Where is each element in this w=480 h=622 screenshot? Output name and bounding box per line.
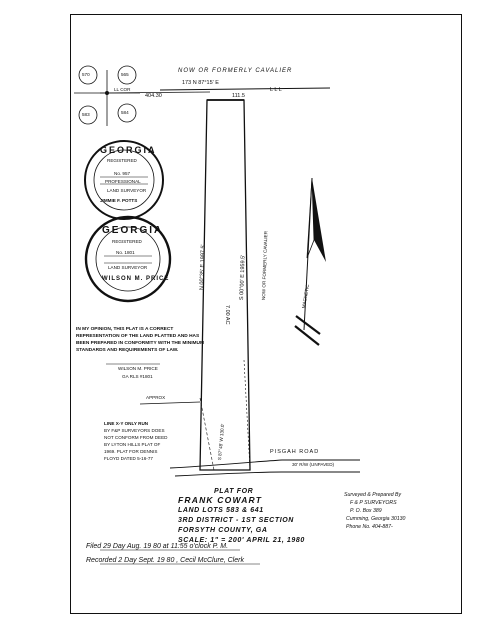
seal1-line1: REGISTERED xyxy=(107,158,137,163)
county-line: FORSYTH COUNTY, GA xyxy=(178,527,268,534)
corner-label: LL COR xyxy=(114,87,131,92)
signer-reg: GA RLS #1801 xyxy=(122,374,153,379)
land-lots-line: LAND LOTS 583 & 641 xyxy=(178,507,264,514)
lot-583: 583 xyxy=(82,112,90,117)
road-row: 30' R/W (UNPAVED) xyxy=(292,462,335,467)
seal2-top: GEORGIA xyxy=(102,225,164,236)
scale-date-line: SCALE: 1" = 200' APRIL 21, 1980 xyxy=(178,537,305,544)
surveyor-line: F & P SURVEYORS xyxy=(350,500,397,506)
note-line: 1969. PLAT FOR DENNIS xyxy=(104,449,158,454)
north-label: MAGNETIC xyxy=(301,283,311,309)
road-name: PISGAH ROAD xyxy=(270,449,320,455)
note-line: FLOYD DATED 5-16-77 xyxy=(104,456,153,461)
acreage: 7.00 AC xyxy=(224,305,230,325)
certification-statement: IN MY OPINION, THIS PLAT IS A CORRECT REPRESENTATION OF THE LAND PLATTED AND HAS BEEN PREPARED IN CONFORMITY WITH THE MINIMUM STANDARDS AND REQUIREMENTS OF LAW. xyxy=(76,327,205,353)
bearing-east: S 00°00' E 1959.5' xyxy=(239,254,247,301)
seal2-line1: REGISTERED xyxy=(112,239,142,244)
seal2-number: No. 1801 xyxy=(116,250,135,255)
surveyor-line: Surveyed & Prepared By xyxy=(344,492,402,498)
note-line: NOT CONFORM FROM DEED xyxy=(104,435,168,440)
seal1-line3: LAND SURVEYOR xyxy=(107,188,147,193)
owner-name: FRANK COWART xyxy=(178,495,263,505)
approx-line xyxy=(140,402,200,404)
lot-565: 565 xyxy=(121,72,129,77)
surveyor-line: Phone No. 404-887- xyxy=(346,524,393,530)
note-line: BY F&P SURVEYORS DOES xyxy=(104,428,165,433)
district-line: 3RD DISTRICT - 1ST SECTION xyxy=(178,517,294,524)
filed-line: Filed 29 Day Aug. 19 80 at 11:55 o'clock P. M. xyxy=(86,543,229,550)
line-mark: L L L xyxy=(270,87,282,93)
surveyor-line: Cumming, Georgia 30130 xyxy=(346,516,406,522)
dist-top: 111.5 xyxy=(232,93,245,99)
plat-for: PLAT FOR xyxy=(214,488,254,495)
north-arrow-bar1 xyxy=(296,316,320,334)
seal1-line2: PROFESSIONAL xyxy=(105,179,141,184)
lot-584: 584 xyxy=(121,110,129,115)
interior-dashed xyxy=(200,398,214,470)
seal1-top: GEORGIA xyxy=(100,145,157,155)
seal1-name: JIMMIE F. POTTS xyxy=(100,198,138,203)
dist-left-top: 404.30 xyxy=(145,93,162,99)
note-line: BY LYTON HILLS PLAT OF xyxy=(104,442,161,447)
seal2-name: WILSON M. PRICE xyxy=(102,276,170,282)
surveyor-line: P. O. Box 389 xyxy=(350,508,382,514)
recorded-line: Recorded 2 Day Sept. 19 80 , Cecil McClure, Clerk xyxy=(86,557,244,564)
bearing-south: S 87°48' W 130.0' xyxy=(217,423,226,461)
lot-570: 570 xyxy=(82,72,90,77)
signer-name: WILSON M. PRICE xyxy=(118,366,158,371)
top-line xyxy=(160,88,330,90)
seal1-number: No. 957 xyxy=(114,171,131,176)
road-south-edge xyxy=(175,472,360,476)
bearing-top: 173 N 87°15' E xyxy=(182,80,219,86)
adjoiner-east: NOW OR FORMERLY CAVALIER xyxy=(261,230,269,301)
note-line: LINE X-Y ONLY RUN xyxy=(104,421,149,426)
corner-monument xyxy=(105,91,109,95)
north-arrow-bar2 xyxy=(295,326,319,345)
adjoiner-top: NOW OR FORMERLY CAVALIER xyxy=(178,68,293,74)
bearing-west: N 00°35' E 1997.5' xyxy=(199,244,207,291)
approx-label: APPROX xyxy=(146,395,166,400)
seal2-line2: LAND SURVEYOR xyxy=(108,265,148,270)
north-arrow-head xyxy=(312,178,326,262)
